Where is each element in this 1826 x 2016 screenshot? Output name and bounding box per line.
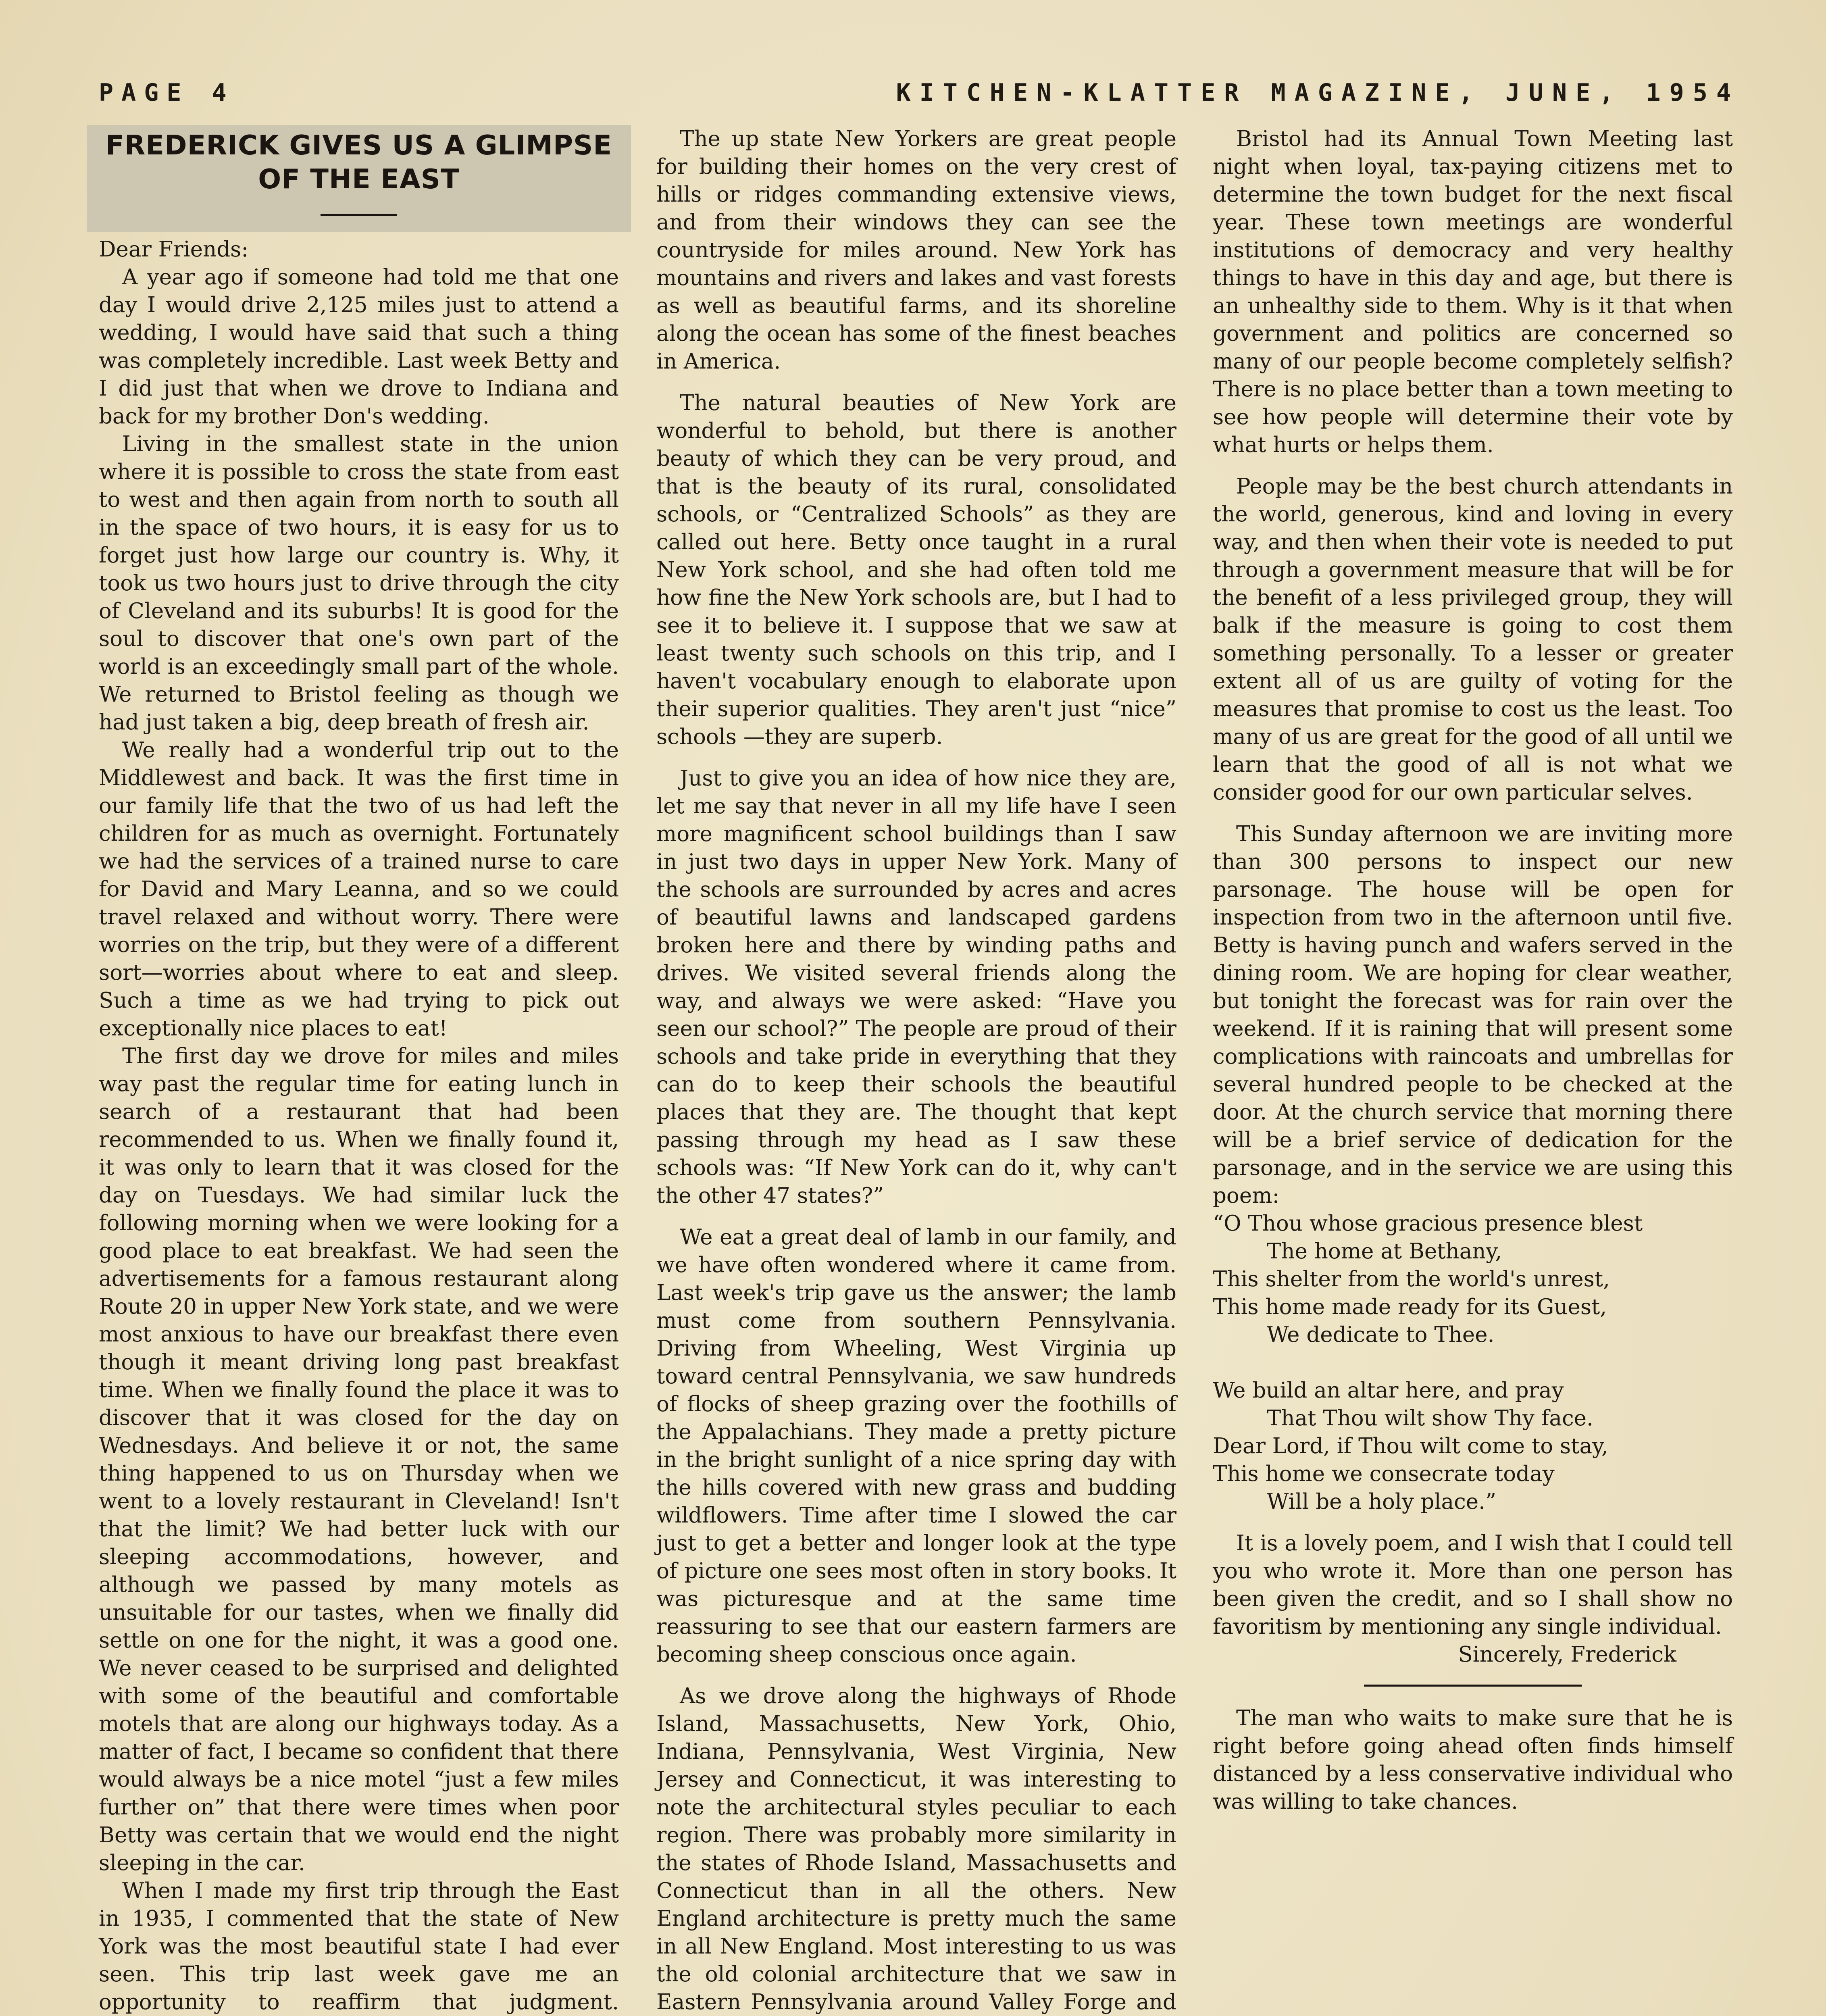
column-3	[1213, 125, 1733, 1816]
article-title: FREDERICK GIVES US A GLIMPSE OF THE EAST	[105, 129, 612, 195]
paragraph: A year ago if someone had told me that one day I would drive 2,125 miles just to attend a wedding, I would have said that such a thing was completely incredible. Last week Betty and I did just that when we drove to Indiana and back for my brother Don's wedding.	[99, 265, 619, 429]
page-number: PAGE 4	[99, 79, 235, 107]
magazine-title-date: KITCHEN-KLATTER MAGAZINE, JUNE, 1954	[896, 79, 1740, 107]
section-divider	[1364, 1685, 1582, 1687]
paragraph: People may be the best church attendants in the world, generous, kind and loving in every way, and then when their vote is needed to put through a government measure that will be for the benefit of a less privileged group, they will balk if the measure is going to cost them something personally. To a lesser or greater extent all of us are guilty of voting for the measures that promise to cost us the least. Too many of us are great for the good of all until we learn that the good of all is not what we consider good for our own particular selves.	[1213, 474, 1733, 805]
paragraph: The first day we drove for miles and miles way past the regular time for eating lunch in search of a restaurant that had been recommended to us. When we finally found it, it was only to learn that it was closed for the day on Tuesdays. We had similar luck the following morning when we were looking for a good place to eat breakfast. We had seen the advertisements for a famous restaurant along Route 20 in upper New York state, and we were most anxious to have our breakfast there even though it meant driving long past breakfast time. When we finally found the place it was to discover that it was closed for the day on Wednesdays. And believe it or not, the same thing happened to us on Thursday when we went to a lovely restaurant in Cleveland! Isn't that the limit? We had better luck with our sleeping accommodations, however, and although we passed by many motels as unsuitable for our tastes, when we finally did settle on one for the night, it was a good one. We never ceased to be surprised and delighted with some of the beautiful and comfortable motels that are along our highways today. As a matter of fact, I became so confident that there would always be a nice motel “just a few miles further on” that there were times when poor Betty was certain that we would end the night sleeping in the car.	[99, 1044, 619, 1875]
poem-line: “O Thou whose gracious presence blest	[1213, 1211, 1643, 1236]
poem-line: We dedicate to Thee.	[1267, 1322, 1495, 1347]
poem	[1213, 1210, 1733, 1516]
paragraph: When I made my first trip through the East in 1935, I commented that the state of New York was the most beautiful state I had ever seen. This trip last week gave me an opportunity to reaffirm that judgment.	[99, 1879, 619, 2014]
paragraph: The natural beauties of New York are wonderful to behold, but there is another beauty of which they can be very proud, and that is the beauty of its rural, consolidated schools, or “Centralized Schools” as they are called out here. Betty once taught in a rural New York school, and she had often told me how fine the New York schools are, but I had to see it to believe it. I suppose that we saw at least twenty such schools on this trip, and I haven't vocabulary enough to elaborate upon their superior qualities. They aren't just “nice” schools —they are superb.	[656, 391, 1176, 749]
stanza-break	[1213, 1349, 1733, 1377]
paragraph: Bristol had its Annual Town Meeting last night when loyal, tax-paying citizens met to determine the town budget for the next fiscal year. These town meetings are wonderful institutions of democracy and very healthy things to have in this day and age, but there is an unhealthy side to them. Why is it that when government and politics are concerned so many of our people become completely selfish? There is no place better than a town meeting to see how people will determine their vote by what hurts or helps them.	[1213, 127, 1733, 457]
poem-line: Will be a holy place.”	[1267, 1489, 1497, 1514]
paragraph: We eat a great deal of lamb in our family, and we have often wondered where it came from. Last week's trip gave us the answer; the lamb must come from southern Pennsylvania. Driving from Wheeling, West Virginia up toward central Pennsylvania, we saw hundreds of flocks of sheep grazing over the foothills of the Appalachians. They made a pretty picture in the bright sunlight of a nice spring day with the hills covered with new grass and budding wildflowers. Time after time I slowed the car just to get a better and longer look at the type of picture one sees most often in story books. It was picturesque and at the same time reassuring to see that our eastern farmers are becoming sheep conscious once again.	[656, 1225, 1176, 1667]
paragraph: Living in the smallest state in the union where it is possible to cross the state from east to west and then again from north to south all in the space of two hours, it is easy for us to forget just how large our country is. Why, it took us two hours just to drive through the city of Cleveland and its suburbs! It is good for the soul to discover that one's own part of the world is an exceedingly small part of the whole. We returned to Bristol feeling as though we had just taken a big, deep breath of fresh air.	[99, 432, 619, 735]
paragraph: Just to give you an idea of how nice they are, let me say that never in all my life have I seen more magnificent school buildings than I saw in just two days in upper New York. Many of the schools are surrounded by acres and acres of beautiful lawns and landscaped gardens broken here and there by winding paths and drives. We visited several friends along the way, and always we were asked: “Have you seen our school?” The people are proud of their schools and take pride in everything that they can do to keep their schools the beautiful places that they are. The thought that kept passing through my head as I saw these schools was: “If New York can do it, why can't the other 47 states?”	[656, 766, 1176, 1208]
poem-line: We build an altar here, and pray	[1213, 1378, 1564, 1403]
poem-line: This home made ready for its Guest,	[1213, 1295, 1607, 1319]
column-1	[99, 125, 619, 2016]
paragraph: As we drove along the highways of Rhode Island, Massachusetts, New York, Ohio, Indiana, Pennsylvania, West Virginia, New Jersey and Connecticut, it was interesting to note the architectural styles peculiar to each region. There was probably more similarity in the states of Rhode Island, Massachusetts and Connecticut than in all the others. New England architecture is pretty much the same in all New England. Most interesting to us was the old colonial architecture that we saw in Eastern Pennsylvania around Valley Forge and	[656, 1684, 1176, 2014]
poem-line: Dear Lord, if Thou wilt come to stay,	[1213, 1434, 1608, 1458]
salutation: Dear Friends:	[99, 237, 249, 262]
article-title-box	[87, 125, 631, 232]
paragraph: This Sunday afternoon we are inviting more than 300 persons to inspect our new parsonage. The house will be open for inspection from two in the afternoon until five. Betty is having punch and wafers served in the dining room. We are hoping for clear weather, but tonight the forecast was for rain over the weekend. If it is raining that will present some complications with raincoats and umbrellas for several hundred people to be checked at the door. At the church service that morning there will be a brief service of dedication for the parsonage, and in the service we are using this poem:	[1213, 822, 1733, 1208]
signoff: Sincerely, Frederick	[1458, 1642, 1676, 1667]
closing-paragraph: It is a lovely poem, and I wish that I could tell you who wrote it. More than one person has been given the credit, and so I shall show no favoritism by mentioning any single individual.	[1213, 1531, 1733, 1639]
poem-line: This home we consecrate today	[1213, 1462, 1555, 1486]
paragraph: The up state New Yorkers are great people for building their homes on the very crest of hills or ridges commanding extensive views, and from their windows they can see the countryside for miles around. New York has mountains and rivers and lakes and vast forests as well as beautiful farms, and its shoreline along the ocean has some of the finest beaches in America.	[656, 127, 1176, 374]
title-divider	[321, 214, 397, 216]
running-head	[99, 79, 1740, 115]
poem-line: The home at Bethany,	[1267, 1239, 1502, 1264]
poem-line: That Thou wilt show Thy face.	[1267, 1406, 1593, 1431]
poem-line: This shelter from the world's unrest,	[1213, 1267, 1610, 1291]
paragraph: We really had a wonderful trip out to the Middlewest and back. It was the first time in our family life that the two of us had left the children for as much as overnight. Fortunately we had the services of a trained nurse to care for David and Mary Leanna, and so we could travel relaxed and without worry. There were worries on the trip, but they were of a different sort—worries about where to eat and sleep. Such a time as we had trying to pick out exceptionally nice places to eat!	[99, 738, 619, 1041]
filler-quote: The man who waits to make sure that he is right before going ahead often finds himself distanced by a less conservative individual who was willing to take chances.	[1213, 1706, 1733, 1814]
column-2	[656, 125, 1176, 2016]
